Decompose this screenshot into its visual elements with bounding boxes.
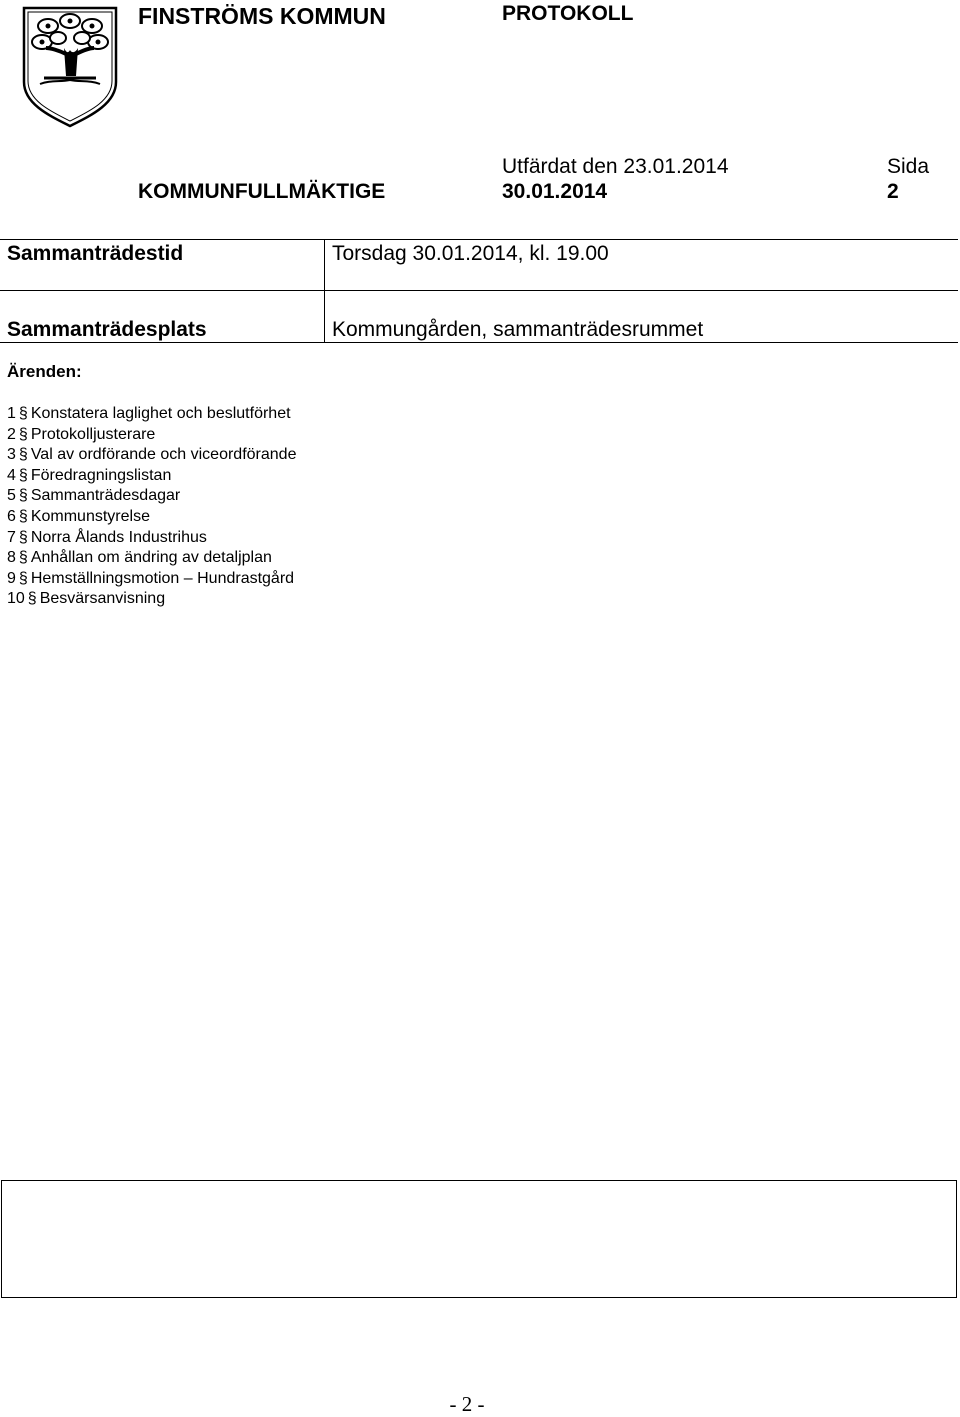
meeting-time-label: Sammanträdestid [7,242,184,265]
list-item [7,404,296,425]
agenda-item-title: Norra Ålands Industrihus [30,528,207,546]
section-symbol: § [18,446,28,464]
agenda-item-number: 2 [7,425,16,443]
coat-of-arms-icon [20,4,120,130]
agenda-item-number: 5 [7,487,16,505]
agenda-item-title: Sammanträdesdagar [30,487,181,505]
document-type: PROTOKOLL [502,2,634,25]
section-symbol: § [18,507,28,525]
issued-label: Utfärdat den 23.01.2014 [502,155,729,178]
agenda-item-number: 6 [7,507,16,525]
list-item [7,589,296,610]
agenda-item-number: 3 [7,446,16,464]
list-item [7,548,296,569]
list-item [7,486,296,507]
agenda-item-title: Val av ordförande och viceordförande [30,446,297,464]
section-symbol: § [18,466,28,484]
agenda-item-title: Föredragningslistan [30,466,172,484]
section-symbol: § [18,549,28,567]
section-symbol: § [27,590,37,608]
agenda-item-number: 4 [7,466,16,484]
meeting-place-value: Kommungården, sammanträdesrummet [332,318,704,341]
governing-body: KOMMUNFULLMÄKTIGE [138,180,386,203]
agenda-item-number: 7 [7,528,16,546]
signature-box [1,1180,957,1298]
section-symbol: § [18,487,28,505]
agenda-item-title: Kommunstyrelse [30,507,150,525]
list-item [7,507,296,528]
list-item [7,425,296,446]
agenda-item-title: Hemställningsmotion – Hundrastgård [30,569,295,587]
agenda-item-title: Anhållan om ändring av detaljplan [30,549,272,567]
meeting-place-label: Sammanträdesplats [7,318,207,341]
agenda-item-title: Protokolljusterare [30,425,156,443]
section-symbol: § [18,405,28,422]
meeting-time-value: Torsdag 30.01.2014, kl. 19.00 [332,242,609,265]
list-item [7,528,296,549]
agenda-item-number: 9 [7,569,16,587]
list-item [7,445,296,466]
agenda-item-title: Konstatera laglighet och beslutförhet [30,405,291,422]
page-marker: - 2 - [449,1392,485,1416]
table-row-divider [0,290,958,291]
agenda-item-number: 1 [7,405,16,422]
section-symbol: § [18,569,28,587]
list-item [7,569,296,590]
list-item [7,466,296,487]
agenda-heading: Ärenden: [7,362,82,381]
section-symbol: § [18,528,28,546]
page-number: 2 [887,180,899,203]
organization-name: FINSTRÖMS KOMMUN [138,3,386,29]
section-symbol: § [18,425,28,443]
agenda-item-number: 8 [7,549,16,567]
agenda-item-title: Besvärsanvisning [39,590,166,608]
page-label: Sida [887,155,930,178]
table-border-bottom [0,342,958,343]
table-border-top [0,239,958,240]
issued-date: 30.01.2014 [502,180,608,203]
agenda-list [7,404,296,610]
agenda-item-number: 10 [7,590,25,608]
